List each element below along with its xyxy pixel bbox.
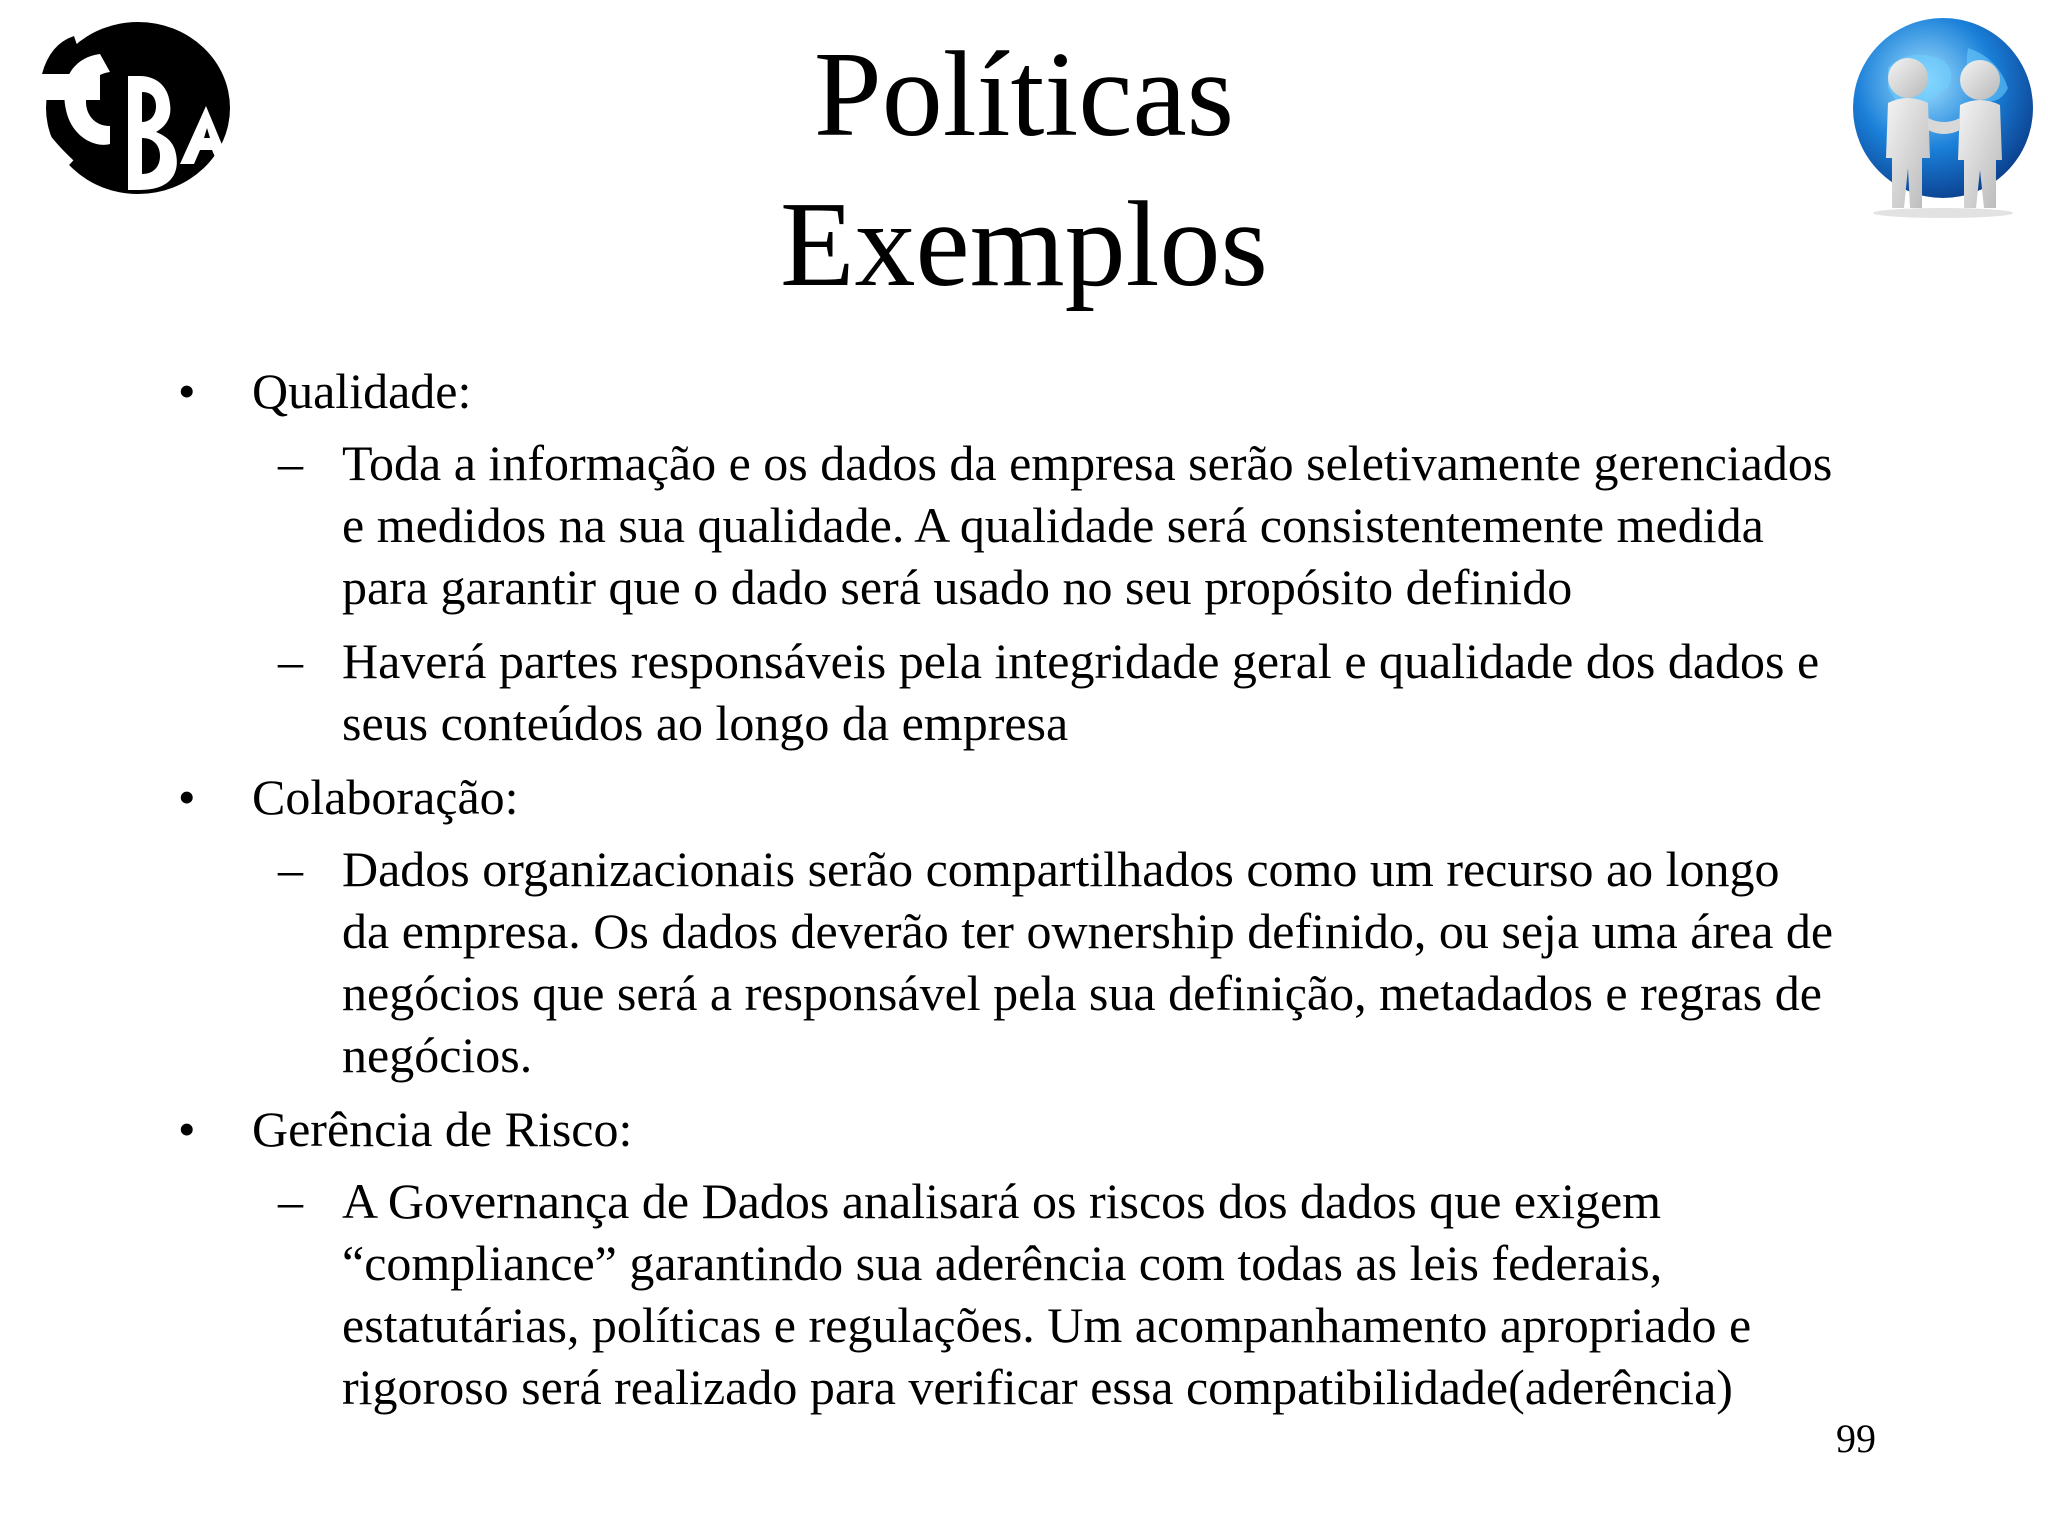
section-heading: Colaboração: xyxy=(252,769,519,825)
section-heading: Qualidade: xyxy=(252,363,472,419)
dash-icon: – xyxy=(278,841,303,897)
dash-icon: – xyxy=(278,633,303,689)
section-heading: Gerência de Risco: xyxy=(252,1101,633,1157)
dash-icon: – xyxy=(278,1173,303,1229)
bullet-item xyxy=(0,1098,2048,1160)
bullet-icon: • xyxy=(178,769,196,825)
text-line: “compliance” garantindo sua aderência com todas as leis federais, xyxy=(342,1235,1663,1291)
slide-title-line-2: Exemplos xyxy=(780,177,1268,312)
text-line: Haverá partes responsáveis pela integridade geral e qualidade dos dados e xyxy=(342,633,1820,689)
text-line: negócios. xyxy=(342,1027,533,1083)
text-line: negócios que será a responsável pela sua definição, metadados e regras de xyxy=(342,965,1822,1021)
text-line: estatutárias, políticas e regulações. Um acompanhamento apropriado e xyxy=(342,1297,1752,1353)
text-line: Dados organizacionais serão compartilhados como um recurso ao longo xyxy=(342,841,1780,897)
text-line: da empresa. Os dados deverão ter ownership definido, ou seja uma área de xyxy=(342,903,1834,959)
sub-bullet-item xyxy=(0,630,1902,754)
text-line: seus conteúdos ao longo da empresa xyxy=(342,695,1069,751)
bullet-icon: • xyxy=(178,363,196,419)
slide-content xyxy=(0,360,2048,1430)
dash-icon: – xyxy=(278,435,303,491)
bullet-item xyxy=(0,766,2048,828)
page-number: 99 xyxy=(1836,1416,1876,1461)
bullet-item xyxy=(0,360,2048,422)
text-line: rigoroso será realizado para verificar essa compatibilidade(aderência) xyxy=(342,1359,1733,1415)
text-line: A Governança de Dados analisará os riscos dos dados que exigem xyxy=(342,1173,1662,1229)
sub-bullet-item xyxy=(0,1170,1902,1418)
section-qualidade xyxy=(0,360,2048,754)
text-line: para garantir que o dado será usado no seu propósito definido xyxy=(342,559,1573,615)
section-colaboracao xyxy=(0,766,2048,1086)
text-line: e medidos na sua qualidade. A qualidade será consistentemente medida xyxy=(342,497,1764,553)
text-line: Toda a informação e os dados da empresa serão seletivamente gerenciados xyxy=(342,435,1833,491)
slide-title-line-1: Políticas xyxy=(813,27,1235,162)
sub-bullet-item xyxy=(0,838,1902,1086)
section-gerencia-de-risco xyxy=(0,1098,2048,1418)
bullet-icon: • xyxy=(178,1101,196,1157)
sub-bullet-item xyxy=(0,432,1902,618)
